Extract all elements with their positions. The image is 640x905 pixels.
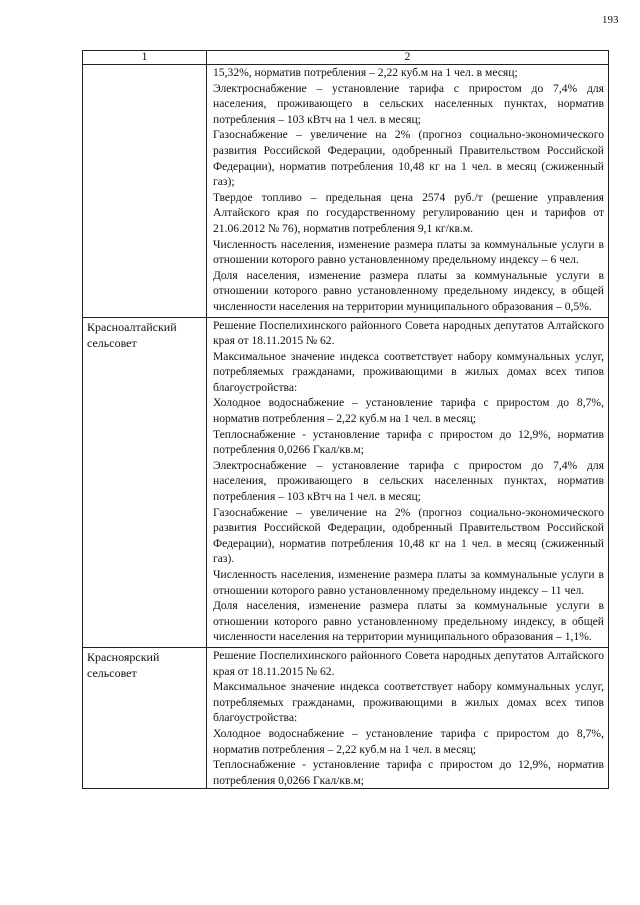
detail-line: Электроснабжение – установление тарифа с приростом до 7,4% для населения, проживающего в сельских населенных пунктах, норматив потребления – 103 кВтч на 1 чел. в месяц; xyxy=(213,81,604,126)
detail-line: Доля населения, изменение размера платы за коммунальные услуги в отношении которого равно установленному предельному индексу, в общей численности населения на территории муниципального образования – 0,5%. xyxy=(213,268,604,313)
municipality-details xyxy=(207,647,609,788)
detail-line: Газоснабжение – увеличение на 2% (прогноз социально-экономического развития Российской Федерации, одобренный Правительством Российской Федерации), норматив потребления 10,48 кг на 1 чел. в месяц (сжиженный газ); xyxy=(213,128,604,189)
table-row xyxy=(83,65,609,318)
municipality-name: Красноярский сельсовет xyxy=(83,647,207,788)
page-number: 193 xyxy=(602,14,619,26)
detail-line: Электроснабжение – установление тарифа с приростом до 7,4% для населения, проживающего в сельских населенных пунктах, норматив потребления – 103 кВтч на 1 чел. в месяц; xyxy=(213,458,604,504)
detail-line: Холодное водоснабжение – установление тарифа с приростом до 8,7%, норматив потребления – 2,22 куб.м на 1 чел. в месяц; xyxy=(213,396,604,426)
detail-line: Холодное водоснабжение – установление тарифа с приростом до 8,7%, норматив потребления – 2,22 куб.м на 1 чел. в месяц; xyxy=(213,726,604,756)
detail-line: Решение Поспелихинского районного Совета народных депутатов Алтайского края от 18.11.2015 № 62. xyxy=(213,318,604,348)
header-col-2: 2 xyxy=(207,51,609,65)
municipality-details xyxy=(207,317,609,647)
detail-line: Газоснабжение – увеличение на 2% (прогноз социально-экономического развития Российской Федерации, одобренный Правительством Российской Федерации), норматив потребления 10,48 кг на 1 чел. в месяц (сжиженный газ). xyxy=(213,505,604,566)
municipality-name xyxy=(83,65,207,318)
document-table xyxy=(82,50,609,789)
detail-line: Твердое топливо – предельная цена 2574 руб./т (решение управления Алтайского края по государственному регулированию цен и тарифов от 21.06.2012 № 76), норматив потребления 9,1 кг/кв.м. xyxy=(213,190,604,235)
municipality-details xyxy=(207,65,609,318)
detail-line: Численность населения, изменение размера платы за коммунальные услуги в отношении которого равно установленному предельному индексу – 11 чел. xyxy=(213,568,604,597)
detail-line: Максимальное значение индекса соответствует набору коммунальных услуг, потребляемых гражданами, проживающими в жилых домах всех типов благоустройства: xyxy=(213,349,604,394)
table-header-row xyxy=(83,51,609,65)
table-row xyxy=(83,317,609,647)
detail-line: Теплоснабжение - установление тарифа с приростом до 12,9%, норматив потребления 0,0266 Гкал/кв.м; xyxy=(213,427,604,457)
detail-line: Доля населения, изменение размера платы за коммунальные услуги в отношении которого равно установленному предельному индексу, в общей численности населения на территории муниципального образования – 1,1%. xyxy=(213,599,604,644)
detail-line: Максимальное значение индекса соответствует набору коммунальных услуг, потребляемых гражданами, проживающими в жилых домах всех типов благоустройства: xyxy=(213,680,604,725)
detail-line: Решение Поспелихинского районного Совета народных депутатов Алтайского края от 18.11.2015 № 62. xyxy=(213,648,604,678)
detail-line: Теплоснабжение - установление тарифа с приростом до 12,9%, норматив потребления 0,0266 Гкал/кв.м; xyxy=(213,758,604,787)
table-row xyxy=(83,647,609,788)
detail-line: 15,32%, норматив потребления – 2,22 куб.м на 1 чел. в месяц; xyxy=(213,66,518,79)
header-col-1: 1 xyxy=(83,51,207,65)
detail-line: Численность населения, изменение размера платы за коммунальные услуги в отношении которого равно установленному предельному индексу – 6 чел. xyxy=(213,237,604,267)
municipality-name: Красноалтайский сельсовет xyxy=(83,317,207,647)
